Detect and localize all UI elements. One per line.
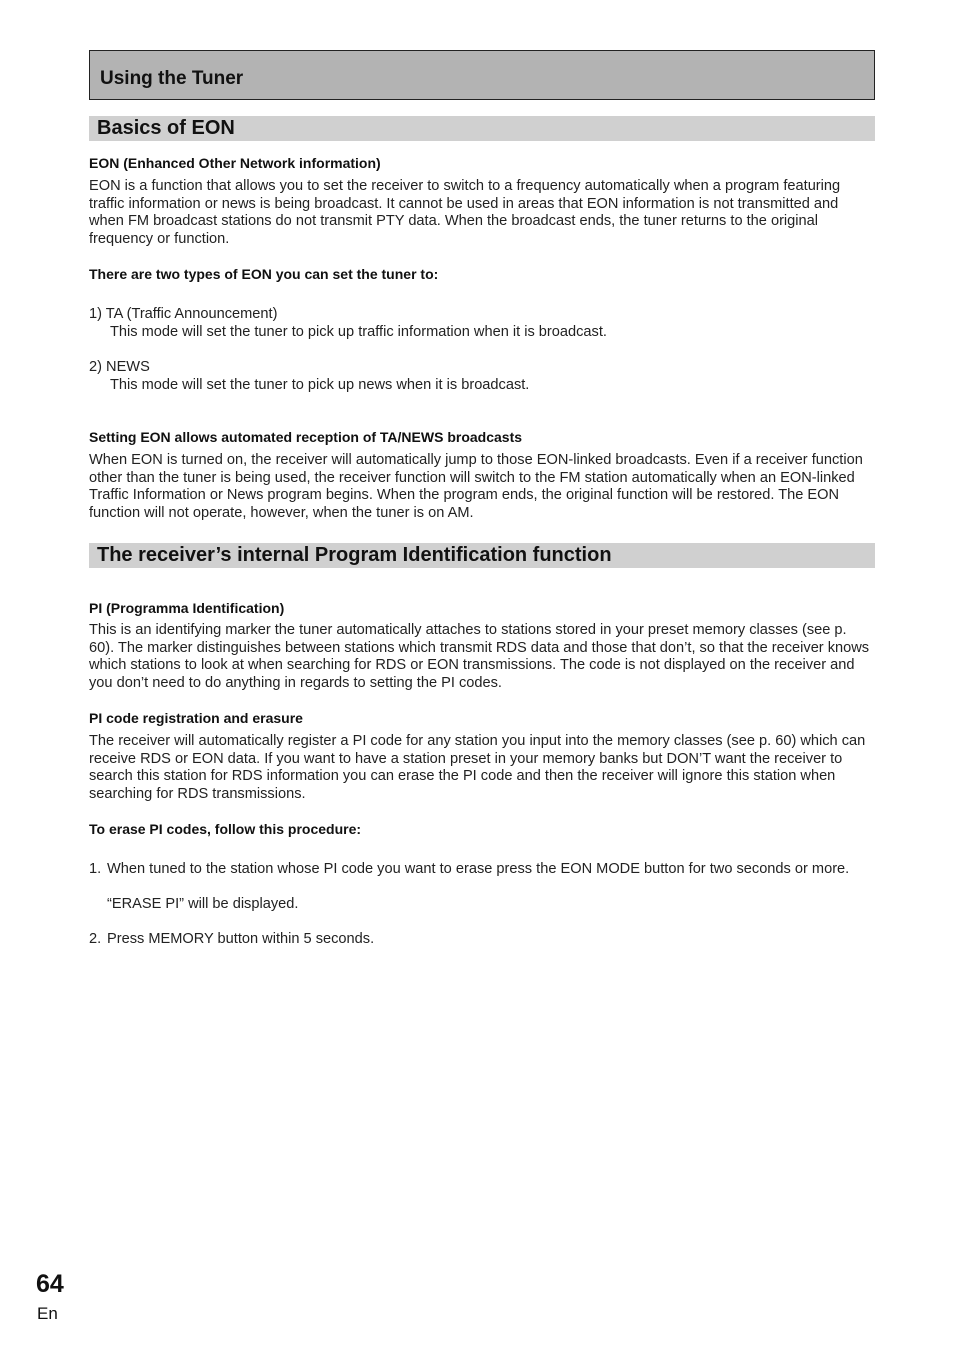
section-title-program-identification: The receiver’s internal Program Identification function xyxy=(97,544,612,566)
pi-registration-heading: PI code registration and erasure xyxy=(89,710,303,726)
eon-type-news-label: 2) NEWS xyxy=(89,359,150,375)
section-heading-bar xyxy=(89,543,875,568)
eon-automation-body: When EON is turned on, the receiver will automatically jump to those EON-linked broadcasts. Even if a receiver function other than the tuner is being used, the receiver function will switch to the FM station automatically when an EON-linked Traffic Information or News program begins. When the program ends, the original function will be restored. The EON function will not operate, however, when the tuner is on AM. xyxy=(89,452,863,521)
step-number: 2. xyxy=(89,931,102,947)
procedure-step xyxy=(89,861,879,915)
eon-types-heading: There are two types of EON you can set the tuner to: xyxy=(89,266,439,282)
section-heading-bar xyxy=(89,116,875,141)
chapter-header-bar xyxy=(89,50,875,100)
eon-type-ta-description: This mode will set the tuner to pick up traffic information when it is broadcast. xyxy=(110,324,607,340)
pi-body: This is an identifying marker the tuner automatically attaches to stations stored in your preset memory classes (see p. 60). The marker distinguishes between stations which transmit RDS data and those that don’t, so that the receiver knows which stations to look at when searching for RDS or EON transmissions. The code is not displayed on the receiver and you don’t need to do anything in regards to setting the PI codes. xyxy=(89,622,870,691)
eon-automation-heading: Setting EON allows automated reception of TA/NEWS broadcasts xyxy=(89,429,523,445)
pi-registration-body: The receiver will automatically register a PI code for any station you input into the memory classes (see p. 60) which can receive RDS or EON data. If you want to have a station preset in your memory banks but DON’T want the receiver to search this station for RDS information you can erase the PI code and then the receiver will ignore this station when searching for RDS transmissions. xyxy=(89,733,866,802)
page-number: 64 xyxy=(36,1270,64,1298)
eon-definition-body: EON is a function that allows you to set the receiver to switch to a frequency automatically when a program featuring traffic information or news is being broadcast. It cannot be used in areas that EON information is not transmitted and when FM broadcast stations do not transmit PTY data. When the broadcast ends, the tuner returns to the original frequency or function. xyxy=(89,178,841,247)
procedure-step xyxy=(89,931,879,949)
step-display-note: “ERASE PI” will be displayed. xyxy=(107,896,299,912)
eon-type-ta-label: 1) TA (Traffic Announcement) xyxy=(89,306,278,322)
page-language: En xyxy=(37,1304,58,1323)
eon-type-news-description: This mode will set the tuner to pick up news when it is broadcast. xyxy=(110,377,530,393)
erase-procedure-heading: To erase PI codes, follow this procedure: xyxy=(89,821,362,837)
step-text: When tuned to the station whose PI code you want to erase press the EON MODE button for two seconds or more. xyxy=(107,861,850,877)
chapter-title: Using the Tuner xyxy=(100,68,244,89)
pi-heading: PI (Programma Identification) xyxy=(89,600,285,616)
step-text: Press MEMORY button within 5 seconds. xyxy=(107,931,375,947)
section-title-basics-of-eon: Basics of EON xyxy=(97,117,235,139)
step-number: 1. xyxy=(89,861,102,877)
eon-definition-heading: EON (Enhanced Other Network information) xyxy=(89,155,381,171)
